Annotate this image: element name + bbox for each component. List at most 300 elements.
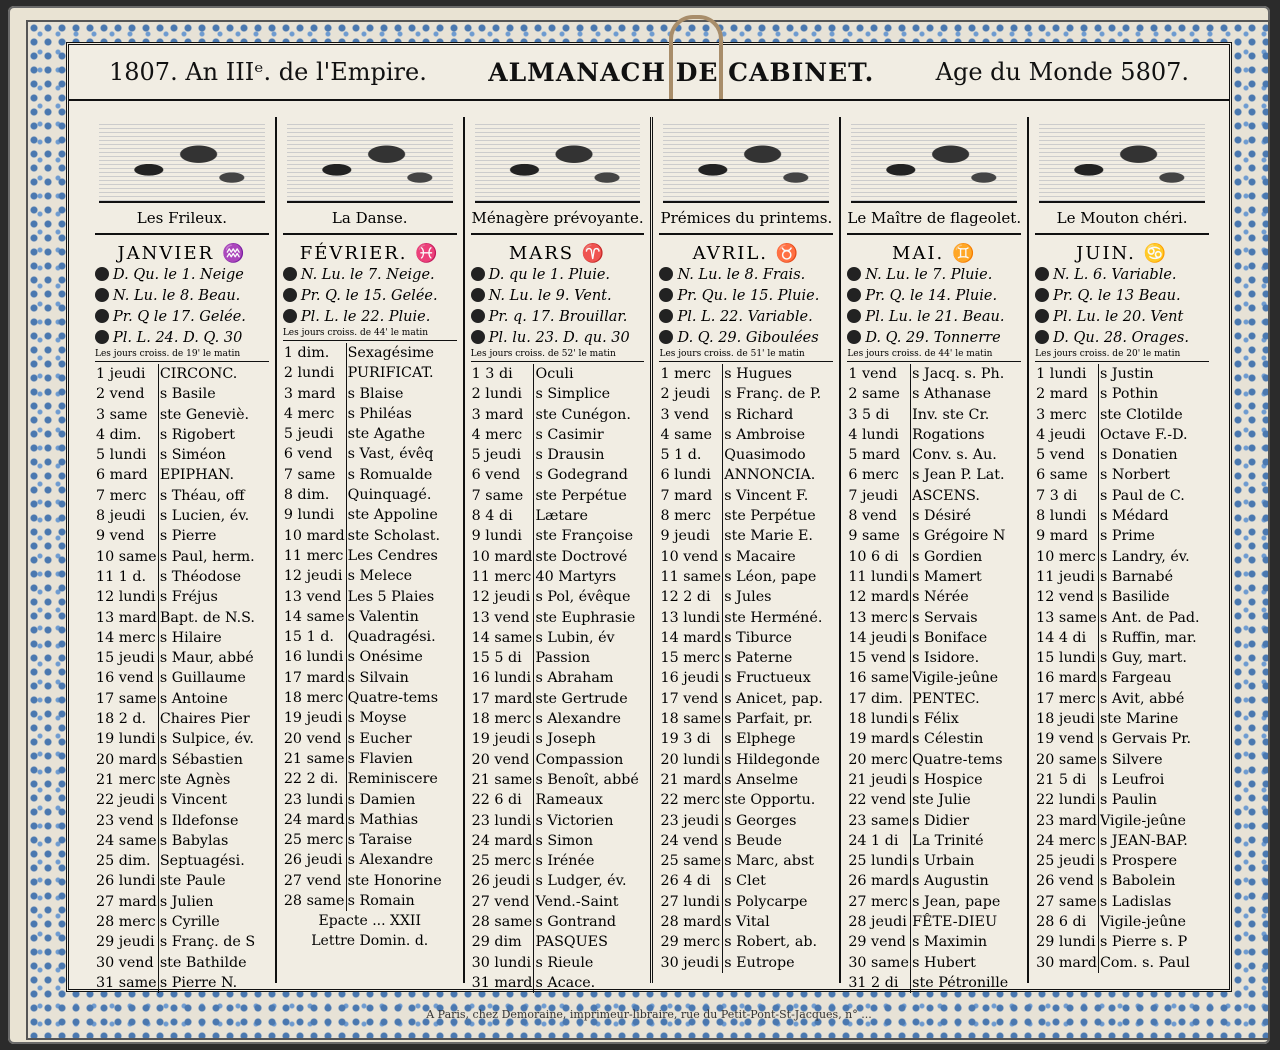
day-saint: s Moyse [347, 710, 407, 727]
zodiac-icon: ♋ [1143, 243, 1169, 264]
day-row [1035, 608, 1209, 628]
vignette-title: Le Maître de flageolet. [847, 203, 1021, 235]
day-row [847, 831, 1021, 851]
day-saint: ste Julie [912, 792, 971, 809]
day-row [1035, 384, 1209, 404]
day-row [1035, 831, 1209, 851]
day-row [1035, 648, 1209, 668]
day-row [95, 547, 269, 567]
day-date: 21 same [283, 749, 346, 769]
day-row [1035, 425, 1209, 445]
day-row [283, 668, 457, 688]
day-date: 2 lundi [283, 363, 346, 383]
header-title: ALMANACH DE CABINET. [488, 57, 875, 87]
moon-phase: D. Qu. 28. Orages. [1035, 328, 1209, 349]
day-date: 6 mard [95, 465, 158, 485]
moon-phase: N. Lu. le 8. Frais. [659, 265, 833, 286]
day-row [847, 871, 1021, 891]
day-row [659, 384, 833, 404]
day-saint: s Vital [724, 914, 770, 931]
day-date: 2 same [847, 384, 910, 404]
day-row [659, 486, 833, 506]
day-date: 29 jeudi [95, 932, 158, 952]
day-row [95, 851, 269, 871]
day-row [847, 445, 1021, 465]
day-date: 10 merc [1035, 547, 1098, 567]
day-date: 3 vend [659, 405, 722, 425]
day-row [1035, 547, 1209, 567]
day-date: 12 2 di [659, 587, 722, 607]
day-date: 30 mard [1035, 953, 1098, 973]
moon-phase: D. qu le 1. Pluie. [471, 265, 645, 286]
day-row [659, 405, 833, 425]
day-row [95, 912, 269, 932]
day-saint: s Léon, pape [724, 568, 817, 585]
day-saint: s Jean, pape [912, 893, 1001, 910]
day-row [1035, 506, 1209, 526]
day-row [471, 465, 645, 485]
day-date: 20 mard [95, 750, 158, 770]
day-row [283, 850, 457, 870]
month-name: JANVIER ♒ [117, 243, 247, 264]
day-saint: s Eutrope [724, 954, 795, 971]
day-date: 22 2 di. [283, 769, 346, 789]
epact-line: Lettre Domin. d. [311, 933, 429, 950]
day-saint: s Boniface [912, 629, 988, 646]
day-saint: Oculi [535, 366, 574, 382]
moon-phase: Pr. Q. le 13 Beau. [1035, 286, 1209, 307]
day-date: 25 merc [283, 830, 346, 850]
moon-phase: Pr. Q. le 15. Gelée. [283, 286, 457, 307]
day-date: 26 jeudi [471, 871, 534, 891]
day-date: 26 mard [847, 871, 910, 891]
day-date: 12 vend [1035, 587, 1098, 607]
day-saint: s Norbert [1099, 467, 1170, 484]
day-saint: s Acace. [535, 974, 596, 991]
day-saint: s Paul de C. [1099, 487, 1185, 504]
day-saint: ste Agnès [159, 771, 231, 788]
day-saint: s Maximin [912, 934, 988, 951]
day-row [471, 831, 645, 851]
day-saint: s Taraise [347, 832, 413, 849]
day-row [95, 526, 269, 546]
day-row [659, 628, 833, 648]
day-saint: s Silvain [347, 669, 409, 686]
day-date: 2 mard [1035, 384, 1098, 404]
day-row [283, 384, 457, 404]
day-row [659, 445, 833, 465]
day-saint: s Onésime [347, 649, 423, 666]
day-row [847, 587, 1021, 607]
day-date: 13 merc [847, 608, 910, 628]
day-row [471, 689, 645, 709]
daylight-note: Les jours croiss. de 19' le matin [95, 349, 269, 362]
day-saint: s Lubin, év [535, 629, 615, 646]
almanac-header [69, 45, 1229, 101]
month-name: AVRIL. ♉ [692, 243, 801, 264]
day-saint: Quatre-tems [912, 751, 1003, 768]
day-saint: ste Perpétue [724, 508, 816, 525]
day-date: 4 same [659, 425, 722, 445]
day-date: 29 lundi [1035, 932, 1098, 952]
day-row [659, 668, 833, 688]
day-row [471, 729, 645, 749]
day-date: 15 vend [847, 648, 910, 668]
day-date: 10 vend [659, 547, 722, 567]
day-row [659, 851, 833, 871]
day-saint: s Barnabé [1099, 568, 1174, 585]
moon-icon [659, 309, 673, 323]
day-saint: s Drausin [535, 447, 605, 464]
day-saint: s Irénée [535, 853, 595, 870]
day-saint: s Hildegonde [724, 751, 820, 768]
day-row [471, 405, 645, 425]
zodiac-icon: ♊ [952, 243, 977, 264]
day-date: 8 lundi [1035, 506, 1098, 526]
day-saint: s Blaise [347, 385, 404, 402]
day-row [1035, 729, 1209, 749]
day-saint: s Théau, off [159, 487, 245, 504]
day-saint: Les 5 Plaies [347, 588, 435, 605]
day-saint: s Marc, abst [724, 853, 815, 870]
day-row [471, 871, 645, 891]
moon-icon [847, 288, 861, 302]
day-saint: ste Marine [1099, 711, 1179, 728]
moon-phase: Pl. lu. 23. D. qu. 30 [471, 328, 645, 349]
day-saint: s Vincent F. [724, 487, 809, 504]
day-date: 9 mard [1035, 526, 1098, 546]
day-row [95, 567, 269, 587]
day-row [471, 628, 645, 648]
day-row [847, 790, 1021, 810]
day-row [1035, 892, 1209, 912]
header-year: 1807. An IIIᵉ. de l'Empire. [109, 58, 427, 86]
day-date: 3 mard [471, 405, 534, 425]
day-row [283, 587, 457, 607]
day-saint: s Benoît, abbé [535, 771, 639, 788]
day-date: 31 same [95, 973, 158, 993]
day-date: 1 vend [847, 364, 910, 384]
day-date: 19 mard [847, 729, 910, 749]
day-saint: s Vast, évêq [347, 446, 434, 463]
day-date: 19 jeudi [471, 729, 534, 749]
day-saint: s Prospere [1099, 853, 1178, 870]
moon-icon [847, 309, 861, 323]
day-saint: s Vincent [159, 792, 227, 809]
moon-icon [283, 267, 297, 281]
day-date: 20 vend [283, 729, 346, 749]
day-saint: s Julien [159, 893, 214, 910]
day-row [847, 668, 1021, 688]
day-row [1035, 851, 1209, 871]
day-date: 11 lundi [847, 567, 910, 587]
zodiac-icon: ♓ [415, 243, 440, 264]
day-saint: ste Euphrasie [535, 609, 636, 626]
day-date: 20 merc [847, 750, 910, 770]
day-saint: ste Pétronille [912, 974, 1009, 991]
day-date: 16 same [847, 668, 910, 688]
day-saint: s Basile [159, 386, 216, 403]
day-date: 15 merc [659, 648, 722, 668]
day-saint: s Landry, év. [1099, 548, 1190, 565]
day-row [283, 505, 457, 525]
day-saint: ste Paule [159, 873, 226, 890]
day-date: 13 lundi [659, 608, 722, 628]
day-saint: s Elphege [724, 731, 796, 748]
day-date: 7 merc [95, 486, 158, 506]
day-date: 19 vend [1035, 729, 1098, 749]
day-date: 26 jeudi [283, 850, 346, 870]
day-date: 30 same [847, 953, 910, 973]
day-row [1035, 465, 1209, 485]
day-row [659, 648, 833, 668]
day-row [283, 871, 457, 891]
day-table [471, 364, 645, 993]
day-row [95, 486, 269, 506]
day-date: 12 jeudi [471, 587, 534, 607]
day-row [847, 953, 1021, 973]
day-date: 29 dim [471, 932, 534, 952]
day-saint: s Sulpice, év. [159, 731, 254, 748]
vignette-engraving [851, 123, 1017, 203]
day-row [95, 506, 269, 526]
day-row [95, 425, 269, 445]
moon-phase: N. Lu. le 9. Vent. [471, 286, 645, 307]
day-row [847, 608, 1021, 628]
day-date: 24 1 di [847, 831, 910, 851]
day-date: 17 mard [471, 689, 534, 709]
moon-phase: D. Qu. le 1. Neige [95, 265, 269, 286]
day-saint: s Ambroise [724, 426, 806, 443]
day-saint: s Victorien [535, 812, 614, 829]
day-row [283, 363, 457, 383]
day-saint: ste Herméné. [724, 609, 823, 626]
day-saint: Rameaux [535, 792, 603, 809]
day-row [95, 831, 269, 851]
moon-icon [471, 267, 485, 281]
day-row [95, 384, 269, 404]
day-row [659, 811, 833, 831]
day-saint: ste Perpétue [535, 487, 627, 504]
day-date: 23 vend [95, 811, 158, 831]
day-saint: ste Appoline [347, 507, 438, 524]
day-saint: ste Cunégon. [535, 406, 631, 423]
day-row [283, 444, 457, 464]
day-row [95, 770, 269, 790]
day-date: 1 3 di [471, 364, 534, 384]
day-saint: s Franç. de S [159, 934, 256, 951]
day-date: 19 lundi [95, 729, 158, 749]
vignette-title: Le Mouton chéri. [1035, 203, 1209, 235]
day-saint: Passion [535, 650, 591, 667]
month-name: MAI. ♊ [892, 243, 977, 264]
day-date: 1 dim. [283, 343, 346, 363]
day-row [659, 465, 833, 485]
day-table [95, 364, 269, 993]
zodiac-icon: ♉ [775, 243, 801, 264]
day-saint: EPIPHAN. [159, 467, 235, 484]
day-date: 23 lundi [471, 811, 534, 831]
moon-phase: Pl. L. 22. Variable. [659, 307, 833, 328]
moon-icon [847, 330, 861, 344]
moon-icon [95, 267, 109, 281]
day-saint: Vigile-jeûne [912, 670, 999, 687]
day-date: 26 lundi [95, 871, 158, 891]
day-saint: s Ildefonse [159, 812, 239, 829]
day-date: 9 lundi [471, 526, 534, 546]
day-row [283, 830, 457, 850]
day-saint: ste Marie E. [724, 528, 813, 545]
day-date: 23 same [847, 811, 910, 831]
day-row [659, 831, 833, 851]
day-row [1035, 567, 1209, 587]
day-date: 8 dim. [283, 485, 346, 505]
day-saint: Quinquagé. [347, 487, 432, 504]
day-date: 8 4 di [471, 506, 534, 526]
day-date: 21 jeudi [847, 770, 910, 790]
day-saint: s Donatien [1099, 447, 1178, 464]
day-row [471, 973, 645, 993]
day-saint: s Tiburce [724, 629, 792, 646]
day-row [847, 851, 1021, 871]
day-saint: s Eucher [347, 730, 412, 747]
almanac-sheet [66, 42, 1232, 1021]
day-row [1035, 953, 1209, 973]
day-date: 24 mard [283, 810, 346, 830]
day-saint: s Ludger, év. [535, 873, 627, 890]
moon-phase: D. Q. 29. Tonnerre [847, 328, 1021, 349]
day-table [283, 343, 457, 911]
vignette-engraving [475, 123, 641, 203]
day-date: 21 merc [95, 770, 158, 790]
day-row [1035, 770, 1209, 790]
day-date: 14 same [471, 628, 534, 648]
day-date: 27 same [1035, 892, 1098, 912]
day-row [471, 912, 645, 932]
day-row [1035, 932, 1209, 952]
day-row [471, 851, 645, 871]
day-date: 3 5 di [847, 405, 910, 425]
day-saint: s Godegrand [535, 467, 628, 484]
day-saint: s Pierre N. [159, 974, 238, 991]
day-saint: ste Opportu. [724, 792, 816, 809]
day-date: 18 2 d. [95, 709, 158, 729]
day-date: 22 6 di [471, 790, 534, 810]
day-row [283, 769, 457, 789]
day-date: 1 merc [659, 364, 722, 384]
day-date: 17 vend [659, 689, 722, 709]
day-row [471, 770, 645, 790]
day-saint: CIRCONC. [159, 366, 238, 382]
day-date: 27 vend [471, 892, 534, 912]
moon-icon [1035, 330, 1049, 344]
day-date: 22 vend [847, 790, 910, 810]
day-saint: s Joseph [535, 731, 596, 748]
day-row [659, 932, 833, 952]
day-saint: s Isidore. [912, 650, 980, 667]
moon-icon [1035, 267, 1049, 281]
day-date: 9 jeudi [659, 526, 722, 546]
day-saint: Vigile-jeûne [1099, 914, 1186, 931]
day-row [659, 506, 833, 526]
day-saint: Lætare [535, 508, 588, 525]
day-date: 27 lundi [659, 892, 722, 912]
moon-phase: Pr. Qu. le 15. Pluie. [659, 286, 833, 307]
day-saint: s Robert, ab. [724, 934, 818, 951]
day-date: 2 jeudi [659, 384, 722, 404]
day-saint: s Jules [724, 589, 772, 606]
vignette-title: Prémices du printems. [659, 203, 833, 235]
day-row [1035, 871, 1209, 891]
day-saint: ste Bathilde [159, 954, 247, 971]
day-saint: s Pothin [1099, 386, 1159, 403]
day-date: 25 jeudi [1035, 851, 1098, 871]
day-date: 5 jeudi [283, 424, 346, 444]
day-saint: PENTEC. [912, 690, 980, 707]
day-row [659, 709, 833, 729]
moon-phase: D. Q. 29. Giboulées [659, 328, 833, 349]
day-saint: s Augustin [912, 873, 989, 890]
day-saint: s Babylas [159, 832, 229, 849]
day-row [847, 811, 1021, 831]
month-name: FÉVRIER. ♓ [299, 243, 440, 264]
day-row [1035, 628, 1209, 648]
day-row [95, 750, 269, 770]
day-saint: Quasimodo [724, 447, 806, 464]
day-row [95, 668, 269, 688]
day-date: 6 vend [283, 444, 346, 464]
zodiac-icon: ♈ [581, 243, 607, 264]
day-date: 20 vend [471, 750, 534, 770]
day-row [1035, 912, 1209, 932]
day-saint: Chaires Pier [159, 711, 250, 728]
day-date: 27 vend [283, 871, 346, 891]
day-row [471, 790, 645, 810]
moon-icon [847, 267, 861, 281]
day-saint: s Franç. de P. [724, 386, 822, 403]
day-date: 22 lundi [1035, 790, 1098, 810]
day-row [847, 689, 1021, 709]
day-saint: s Fréjus [159, 589, 218, 606]
day-row [659, 729, 833, 749]
day-saint: s Hilaire [159, 629, 222, 646]
daylight-note: Les jours croiss. de 52' le matin [471, 349, 645, 362]
day-date: 18 lundi [847, 709, 910, 729]
day-saint: s Anselme [724, 771, 799, 788]
day-saint: ste Doctrové [535, 548, 628, 565]
day-date: 28 same [283, 891, 346, 911]
day-saint: s Babolein [1099, 873, 1176, 890]
day-saint: s Leufroi [1099, 771, 1165, 788]
day-saint: s Valentin [347, 608, 419, 625]
day-row [659, 912, 833, 932]
day-date: 17 same [95, 689, 158, 709]
day-row [847, 770, 1021, 790]
day-row [1035, 445, 1209, 465]
day-saint: s Simon [535, 832, 594, 849]
day-row [847, 547, 1021, 567]
day-row [95, 587, 269, 607]
day-saint: s Jean P. Lat. [912, 467, 1005, 484]
day-date: 27 merc [847, 892, 910, 912]
day-date: 21 5 di [1035, 770, 1098, 790]
day-saint: Com. s. Paul [1099, 954, 1190, 971]
day-saint: s Jacq. s. Ph. [912, 366, 1005, 382]
day-date: 25 merc [471, 851, 534, 871]
day-date: 17 dim. [847, 689, 910, 709]
day-saint: Vigile-jeûne [1099, 812, 1186, 829]
day-row [659, 587, 833, 607]
